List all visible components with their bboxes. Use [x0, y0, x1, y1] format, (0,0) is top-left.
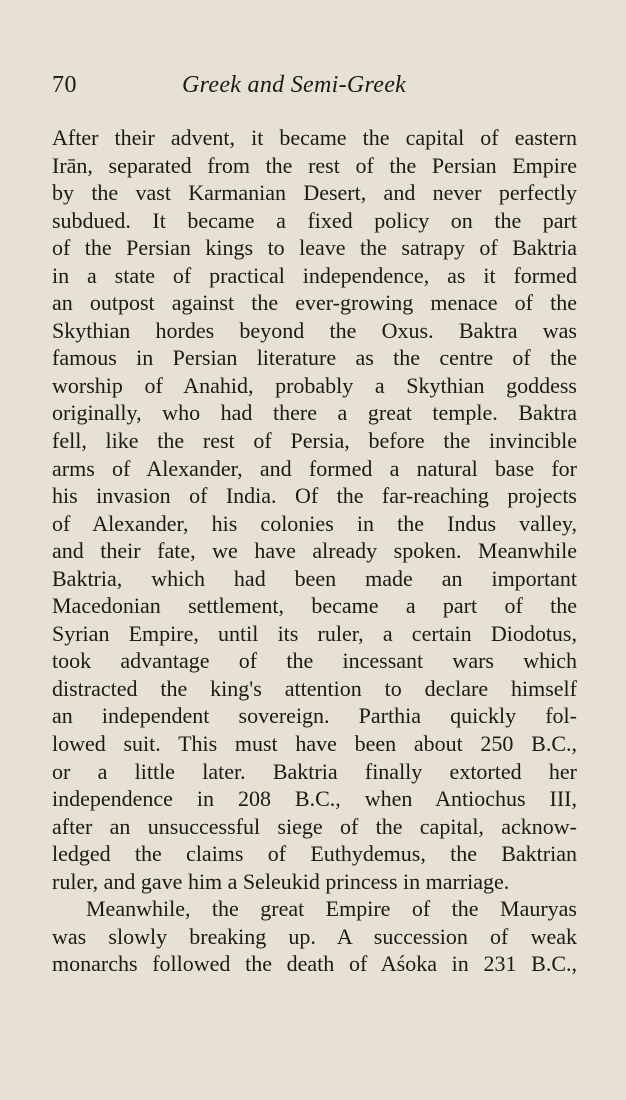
text-line: Baktria, which had been made an important	[52, 565, 577, 591]
text-line: After their advent, it became the capital of eastern	[52, 125, 577, 150]
text-line: Skythian hordes beyond the Oxus. Baktra was	[52, 317, 577, 343]
text-line: ledged the claims of Euthydemus, the Baktrian	[52, 841, 577, 867]
text-line: originally, who had there a great temple. Baktra	[52, 400, 577, 426]
text-line: in a state of practical independence, as it formed	[52, 262, 577, 288]
page-header	[52, 72, 582, 104]
paragraph-end-line: ruler, and gave him a Seleukid princess in marriage.	[52, 868, 510, 894]
text-line: an outpost against the ever-growing menace of the	[52, 290, 577, 316]
text-line: independence in 208 B.C., when Antiochus III,	[52, 786, 577, 812]
text-line: of the Persian kings to leave the satrapy of Baktria	[52, 235, 577, 261]
text-line: distracted the king's attention to declare himself	[52, 675, 577, 701]
text-line: monarchs followed the death of Aśoka in 231 B.C.,	[52, 951, 577, 977]
text-line: of Alexander, his colonies in the Indus valley,	[52, 510, 577, 536]
text-line: an independent sovereign. Parthia quickly fol-	[52, 703, 577, 729]
text-line: famous in Persian literature as the centre of the	[52, 345, 577, 371]
text-line: and their fate, we have already spoken. Meanwhile	[52, 538, 577, 564]
text-line: worship of Anahid, probably a Skythian goddess	[52, 372, 577, 398]
text-line: arms of Alexander, and formed a natural base for	[52, 455, 577, 481]
text-line: took advantage of the incessant wars which	[52, 648, 577, 674]
text-line: Syrian Empire, until its ruler, a certain Diodotus,	[52, 620, 577, 646]
text-line: lowed suit. This must have been about 250 B.C.,	[52, 731, 577, 757]
text-line: fell, like the rest of Persia, before the invincible	[52, 428, 577, 454]
text-line: or a little later. Baktria finally extorted her	[52, 758, 577, 784]
text-line: Macedonian settlement, became a part of the	[52, 593, 577, 619]
paragraph-start-line: Meanwhile, the great Empire of the Mauryas	[86, 896, 577, 922]
text-line: after an unsuccessful siege of the capital, acknow-	[52, 813, 577, 839]
running-head: Greek and Semi-Greek	[182, 72, 407, 98]
text-line: by the vast Karmanian Desert, and never perfectly	[52, 180, 577, 206]
body-text	[52, 124, 577, 978]
text-line: his invasion of India. Of the far-reaching projects	[52, 483, 577, 509]
page-number: 70	[52, 72, 77, 98]
text-line: was slowly breaking up. A succession of weak	[52, 923, 577, 949]
text-line: subdued. It became a fixed policy on the part	[52, 207, 577, 233]
text-line: Irān, separated from the rest of the Persian Empire	[52, 152, 577, 178]
